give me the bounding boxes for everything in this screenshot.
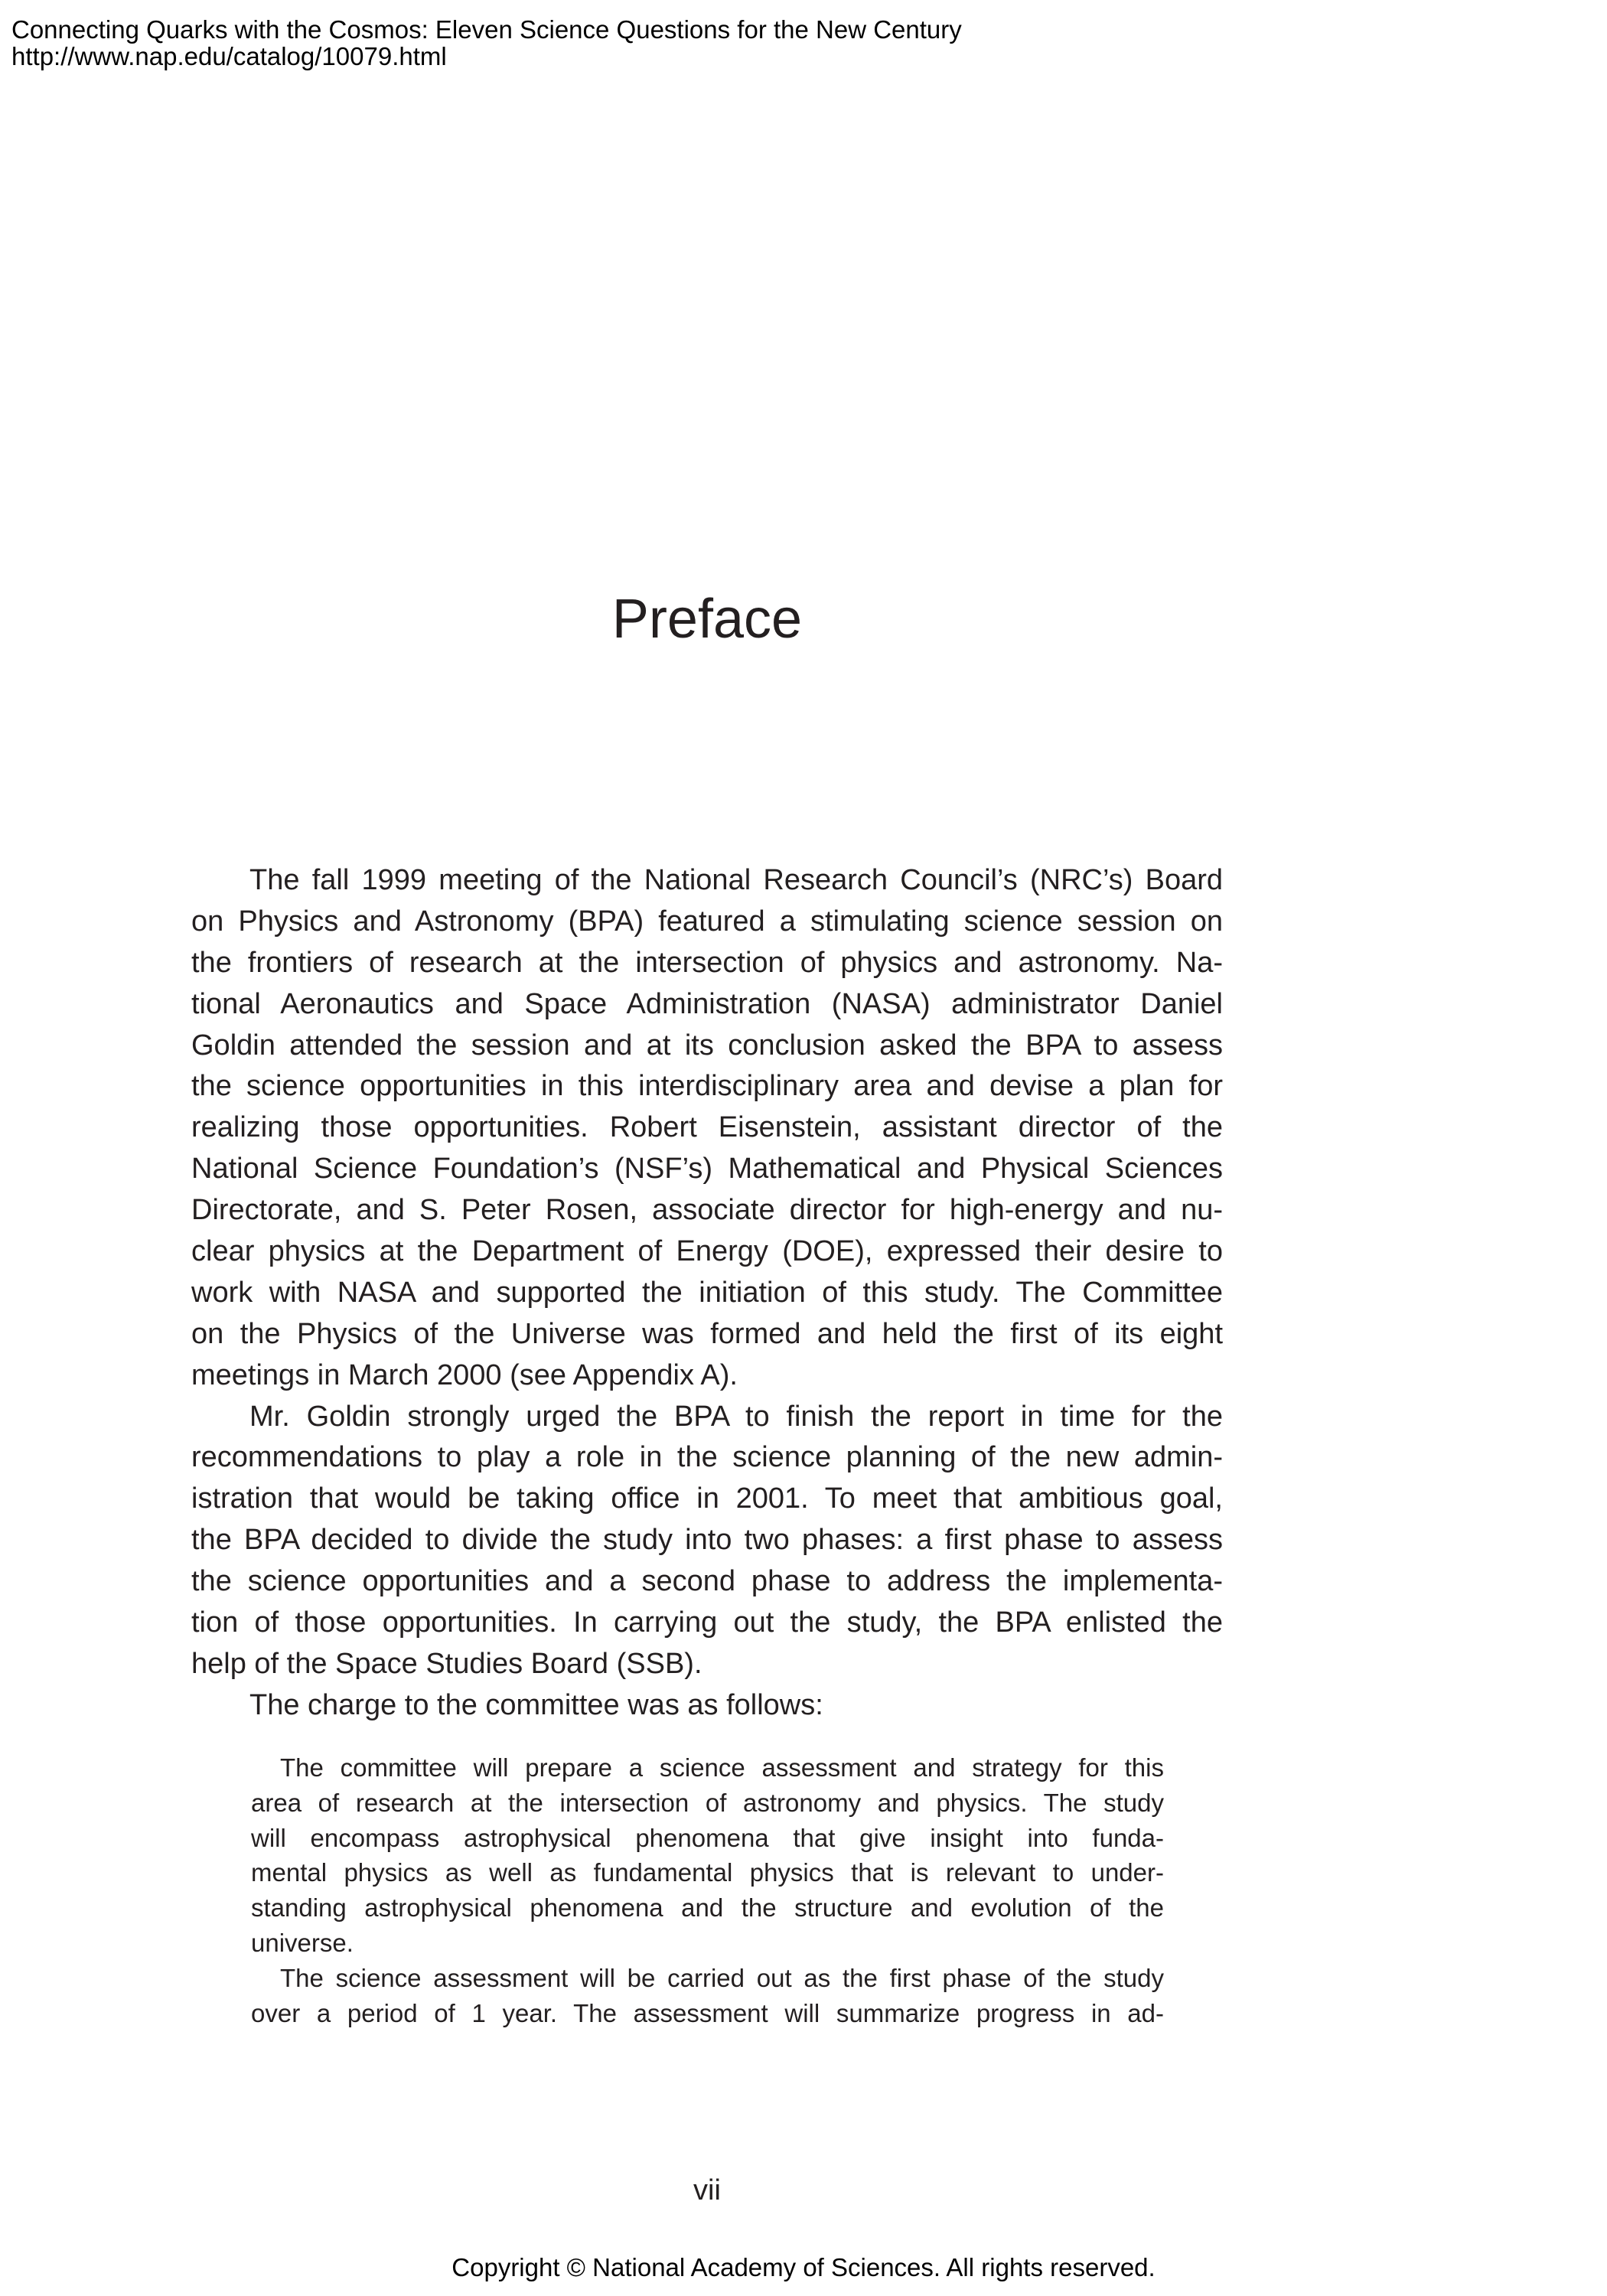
- quote-line: The science assessment will be carried out as the first phase of the study: [280, 1963, 1164, 1992]
- quote-paragraph: [251, 1750, 1164, 1961]
- body-line: The fall 1999 meeting of the National Research Council’s (NRC’s) Board: [249, 864, 1223, 896]
- body-line: the science opportunities in this interdisciplinary area and devise a plan for: [191, 1070, 1223, 1103]
- quote-line: The committee will prepare a science assessment and strategy for this: [280, 1753, 1164, 1782]
- body-line: Directorate, and S. Peter Rosen, associate director for high-energy and nu-: [191, 1194, 1223, 1227]
- quote-paragraph: [251, 1961, 1164, 2031]
- body-line: help of the Space Studies Board (SSB).: [191, 1647, 702, 1680]
- quote-line: over a period of 1 year. The assessment will summarize progress in ad-: [251, 1998, 1164, 2027]
- body-line: tional Aeronautics and Space Administration (NASA) administrator Daniel: [191, 987, 1223, 1020]
- body-line: the frontiers of research at the intersection of physics and astronomy. Na-: [191, 946, 1223, 979]
- body-text: [191, 860, 1223, 1727]
- body-line: on Physics and Astronomy (BPA) featured a stimulating science session on: [191, 905, 1223, 938]
- body-line: The charge to the committee was as follows:: [249, 1688, 823, 1721]
- body-line: tion of those opportunities. In carrying out the study, the BPA enlisted the: [191, 1606, 1223, 1639]
- body-line: the science opportunities and a second phase to address the implementa-: [191, 1565, 1223, 1598]
- body-paragraph: [191, 1685, 1223, 1727]
- body-line: Mr. Goldin strongly urged the BPA to finish the report in time for the: [249, 1400, 1223, 1433]
- body-line: clear physics at the Department of Energy (DOE), expressed their desire to: [191, 1235, 1223, 1268]
- page-title: Preface: [611, 589, 803, 650]
- body-line: recommendations to play a role in the science planning of the new admin-: [191, 1441, 1223, 1474]
- body-line: meetings in March 2000 (see Appendix A).: [191, 1358, 738, 1391]
- catalog-url: http://www.nap.edu/catalog/10079.html: [11, 42, 447, 70]
- copyright-notice: Copyright © National Academy of Sciences. All rights reserved.: [451, 2253, 1156, 2281]
- page-header: [11, 16, 962, 70]
- body-paragraph: [191, 1397, 1223, 1685]
- charge-block-quote: [251, 1750, 1164, 2030]
- body-line: work with NASA and supported the initiation of this study. The Committee: [191, 1276, 1223, 1309]
- quote-line: mental physics as well as fundamental physics that is relevant to under-: [251, 1858, 1164, 1887]
- book-title-header: Connecting Quarks with the Cosmos: Eleven Science Questions for the New Century: [11, 15, 962, 44]
- quote-line: standing astrophysical phenomena and the structure and evolution of the: [251, 1893, 1164, 1923]
- quote-line: universe.: [251, 1928, 354, 1957]
- body-line: National Science Foundation’s (NSF’s) Mathematical and Physical Sciences: [191, 1153, 1223, 1186]
- body-line: the BPA decided to divide the study into two phases: a first phase to assess: [191, 1524, 1223, 1557]
- body-paragraph: [191, 860, 1223, 1397]
- body-line: istration that would be taking office in 2001. To meet that ambitious goal,: [191, 1482, 1223, 1515]
- page-number: vii: [693, 2174, 721, 2206]
- body-line: Goldin attended the session and at its conclusion asked the BPA to assess: [191, 1029, 1223, 1062]
- quote-line: area of research at the intersection of astronomy and physics. The study: [251, 1788, 1164, 1817]
- quote-line: will encompass astrophysical phenomena that give insight into funda-: [251, 1823, 1164, 1852]
- body-line: realizing those opportunities. Robert Eisenstein, assistant director of the: [191, 1111, 1223, 1144]
- body-line: on the Physics of the Universe was formed and held the first of its eight: [191, 1317, 1223, 1350]
